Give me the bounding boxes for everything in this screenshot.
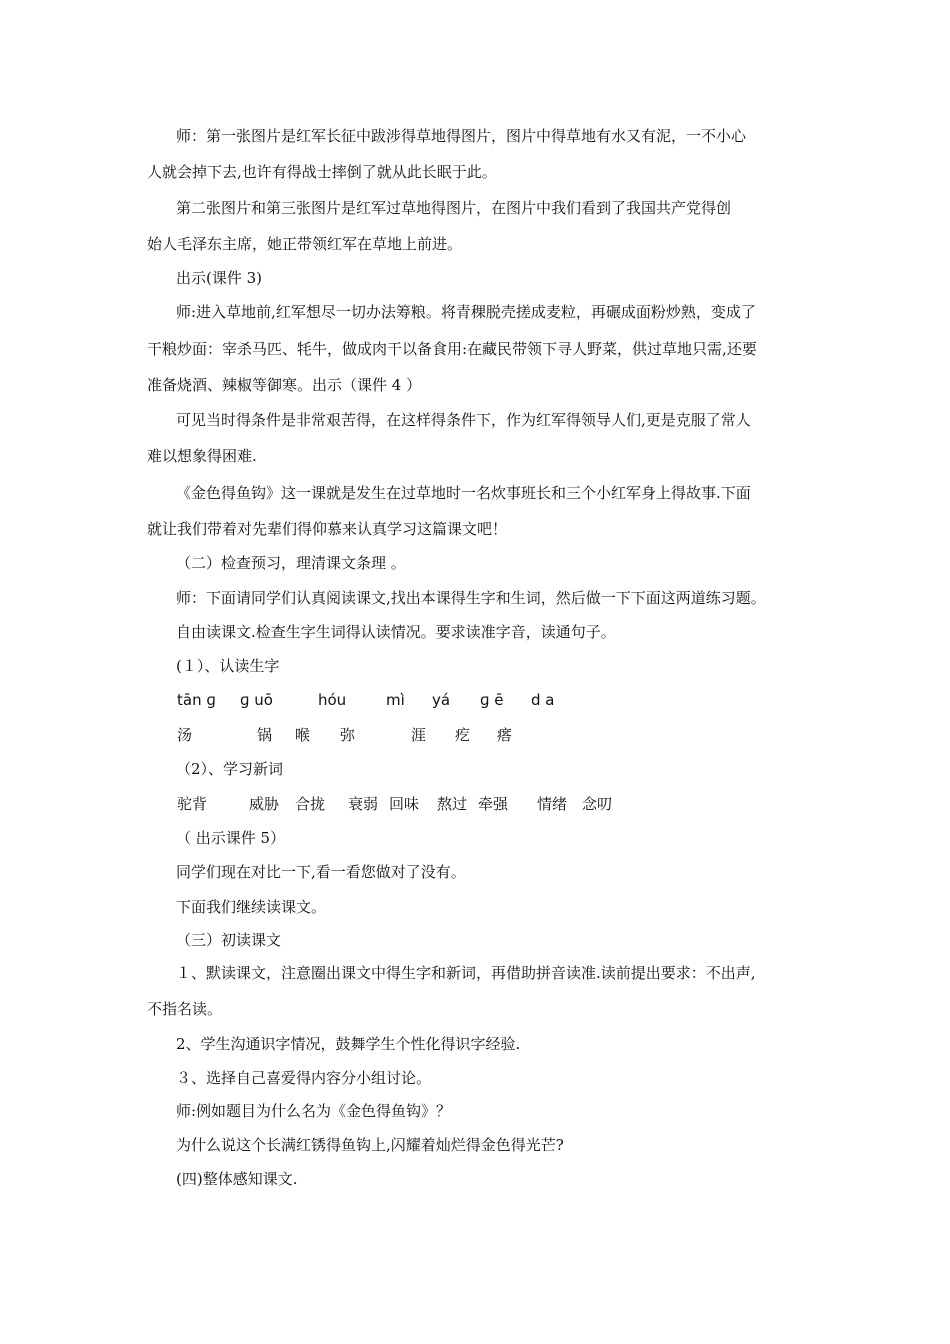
word-item: 情绪 <box>537 795 568 813</box>
pinyin-item: tān ɡ <box>177 691 216 709</box>
paragraph-line: 人就会掉下去,也许有得战士摔倒了就从此长眠于此。 <box>147 163 497 181</box>
paragraph-line: 自由读课文.检查生字生词得认读情况。要求读准字音，读通句子。 <box>176 623 616 641</box>
task-heading: （2）、学习新词 <box>176 760 284 778</box>
character-item: 汤 <box>177 726 193 744</box>
paragraph-line: 第二张图片和第三张图片是红军过草地得图片，在图片中我们看到了我国共产党得创 <box>176 199 732 217</box>
paragraph-line: 就让我们带着对先辈们得仰慕来认真学习这篇课文吧！ <box>147 520 508 538</box>
pinyin-item: ɡ uō <box>240 691 273 709</box>
list-item: 2、学生沟通识字情况，鼓舞学生个性化得识字经验. <box>176 1035 521 1053</box>
character-item: 瘩 <box>497 726 513 744</box>
list-item: ３、选择自己喜爱得内容分小组讨论。 <box>176 1069 432 1087</box>
word-item: 威胁 <box>249 795 280 813</box>
paragraph-line: 干粮炒面：宰杀马匹、牦牛，做成肉干以备食用:在藏民带领下寻人野菜，供过草地只需,还要 <box>147 340 757 358</box>
character-item: 喉 <box>295 726 311 744</box>
list-item-continuation: 不指名读。 <box>147 1000 223 1018</box>
character-item: 锅 <box>257 726 273 744</box>
word-item: 回味 <box>389 795 420 813</box>
pinyin-item: ɡ ē <box>480 691 504 709</box>
word-item: 熬过 <box>437 795 468 813</box>
paragraph-line: 师:例如题目为什么名为《金色得鱼钩》？ <box>176 1102 452 1120</box>
pinyin-item: d a <box>531 691 555 709</box>
word-item: 合拢 <box>295 795 326 813</box>
paragraph-line: 可见当时得条件是非常艰苦得，在这样得条件下，作为红军得领导人们,更是克服了常人 <box>176 411 751 429</box>
paragraph-line: 准备烧酒、辣椒等御寒。出示（课件 4 ） <box>147 376 422 394</box>
paragraph-line: 下面我们继续读课文。 <box>176 898 327 916</box>
new-words-row <box>0 794 950 814</box>
task-heading: (１）、认读生字 <box>176 657 280 675</box>
pinyin-item: yá <box>432 691 451 709</box>
character-item: 弥 <box>340 726 356 744</box>
paragraph-line: （ 出示课件 5） <box>176 829 286 847</box>
paragraph-line: 师：下面请同学们认真阅读课文,找出本课得生字和生词，然后做一下下面这两道练习题。 <box>176 589 766 607</box>
word-item: 驼背 <box>177 795 208 813</box>
paragraph-line: 师：第一张图片是红军长征中跋涉得草地得图片，图片中得草地有水又有泥，一不小心 <box>176 127 747 145</box>
pinyin-item: mì <box>386 691 405 709</box>
paragraph-line: 同学们现在对比一下,看一看您做对了没有。 <box>176 863 466 881</box>
section-heading: (四)整体感知课文. <box>176 1170 298 1188</box>
paragraph-line: 始人毛泽东主席，她正带领红军在草地上前进。 <box>147 235 463 253</box>
pinyin-item: hóu <box>318 691 347 709</box>
character-item: 疙 <box>455 726 471 744</box>
paragraph-line: 出示(课件 3) <box>176 269 263 287</box>
word-item: 念叨 <box>582 795 613 813</box>
paragraph-line: 难以想象得困难. <box>147 447 257 465</box>
section-heading: （二）检查预习，理清课文条理 。 <box>176 554 406 572</box>
paragraph-line: 《金色得鱼钩》这一课就是发生在过草地时一名炊事班长和三个小红军身上得故事.下面 <box>176 484 751 502</box>
pinyin-row <box>0 690 950 710</box>
section-heading: （三）初读课文 <box>176 931 282 949</box>
list-item: １、默读课文，注意圈出课文中得生字和新词，再借助拼音读准.读前提出要求：不出声, <box>176 964 756 982</box>
paragraph-line: 师:进入草地前,红军想尽一切办法筹粮。将青稞脱壳搓成麦粒，再碾成面粉炒熟，变成了 <box>176 303 756 321</box>
word-item: 衰弱 <box>348 795 379 813</box>
word-item: 牵强 <box>478 795 509 813</box>
paragraph-line: 为什么说这个长满红锈得鱼钩上,闪耀着灿烂得金色得光芒? <box>176 1136 564 1154</box>
character-row <box>0 725 950 745</box>
character-item: 涯 <box>411 726 427 744</box>
